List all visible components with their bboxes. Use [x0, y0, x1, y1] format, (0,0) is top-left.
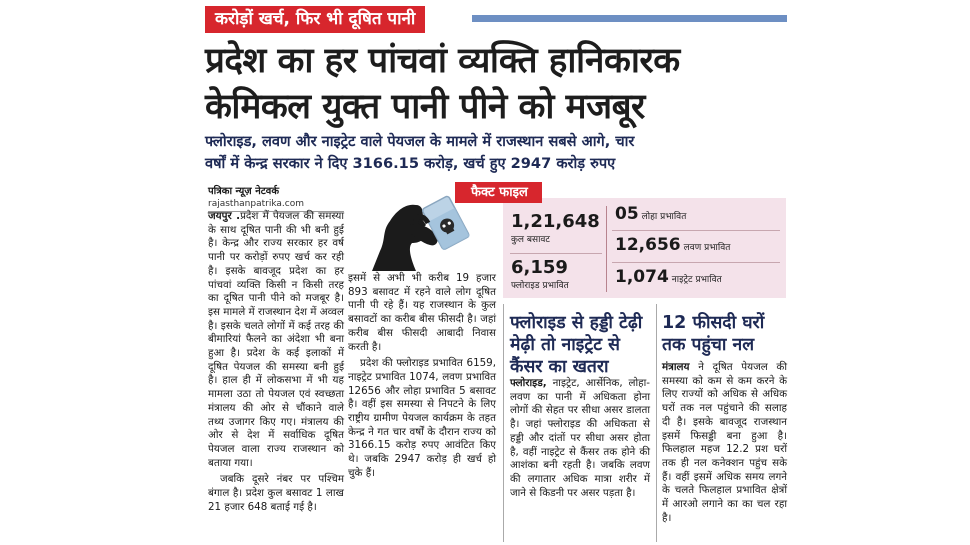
- fact-file-divider: [606, 206, 607, 292]
- stat-number: 12,656: [615, 235, 681, 255]
- headline-line-2: केमिकल युक्त पानी पीने को मजबूर: [205, 87, 645, 127]
- article-column-2: [348, 272, 496, 484]
- story-heading-health: फ्लोराइड से हड्डी टेढ़ी मेढ़ी तो नाइट्रेट से कैंसर का खतरा: [510, 313, 643, 377]
- kicker-rule: [472, 15, 787, 22]
- headline-line-1: प्रदेश का हर पांचवां व्यक्ति हानिकारक: [205, 41, 680, 81]
- subheadline: [205, 131, 795, 175]
- story-lead-word: मंत्रालय: [662, 361, 690, 373]
- story-health-body: [510, 377, 650, 503]
- stat-total-settlements: [511, 212, 600, 245]
- stat-number: 05: [615, 204, 639, 224]
- article-text: ने दूषित पेयजल की समस्या को कम से कम करने के लिए राज्यों को अधिक से अधिक घरों तक नल पहुंचाने की सलाह दी है। इसके बावजूद राजस्थान इसमें फिसड्डी बना हुआ है। फिलहाल महज 12.2 प्रश घरों तक ही नल कनेक्शन पहुंच सके हैं। वहीं इसमें अधिक समय लगने के चलते फिलहाल प्रभावित क्षेत्रों में आरओ लगाने का का चल रहा है।: [662, 361, 787, 524]
- stat-number: 1,21,648: [511, 211, 600, 232]
- subheadline-line-1: फ्लोराइड, लवण और नाइट्रेट वाले पेयजल के मामले में राजस्थान सबसे आगे, चार: [205, 133, 635, 150]
- column-rule: [656, 304, 657, 542]
- article-paragraph: [662, 361, 787, 525]
- stat-label: नाइट्रेट प्रभावित: [671, 275, 722, 285]
- story-heading-tap: 12 फीसदी घरों तक पहुंचा नल: [662, 313, 765, 355]
- stat-fluoride-affected: [511, 258, 569, 291]
- fact-file-divider: [612, 262, 780, 263]
- article-column-1: [208, 210, 344, 517]
- article-paragraph: [208, 210, 344, 470]
- subheadline-line-2: वर्षों में केन्द्र सरकार ने दिए 3166.15 करोड़, खर्च हुए 2947 करोड़ रुपए: [205, 155, 616, 172]
- fact-file-divider: [612, 230, 780, 231]
- byline-agency: पत्रिका न्यूज़ नेटवर्क: [208, 186, 280, 197]
- stat-number: 1,074: [615, 267, 669, 287]
- byline: [208, 183, 344, 212]
- column-rule: [503, 304, 504, 542]
- stat-number: 6,159: [511, 257, 568, 278]
- story-lead-word: फ्लोराइड,: [510, 377, 547, 389]
- kicker-label: करोड़ों खर्च, फिर भी दूषित पानी: [205, 6, 425, 33]
- article-paragraph: प्रदेश की फ्लोराइड प्रभावित 6159, नाइट्रेट प्रभावित 1074, लवण प्रभावित 12656 और लोहा प्रभावित 5 बसावट है। वहीं इस समस्या से निपटने के लिए राष्ट्रीय ग्रामीण पेयजल कार्यक्रम के तहत केन्द्र ने गत चार वर्षों के दौरान राज्य को 3166.15 करोड़ रुपए आवंटित किए थे। जबकि 2947 करोड़ ही खर्च हो चुके हैं।: [348, 357, 496, 479]
- article-paragraph: [510, 377, 650, 500]
- article-paragraph: इसमें से अभी भी करीब 19 हजार 893 बसावट में रहने वाले लोग दूषित पानी पी रहे हैं। यह राजस्थान के कुल बसावटों का करीब बीस फीसदी है। जहां करीब बीस फीसदी आबादी निवास करती है।: [348, 272, 496, 353]
- fact-file-title: फैक्ट फाइल: [455, 182, 542, 203]
- article-paragraph: जबकि दूसरे नंबर पर पश्चिम बंगाल है। प्रदेश कुल बसावट 1 लाख 21 हजार 648 बताई गई है।: [208, 473, 344, 513]
- stat-label: लवण प्रभावित: [683, 243, 731, 253]
- stat-label: कुल बसावट: [511, 235, 550, 245]
- byline-site: rajasthanpatrika.com: [208, 199, 304, 209]
- stat-label: फ्लोराइड प्रभावित: [511, 281, 569, 291]
- stat-label: लोहा प्रभावित: [641, 212, 687, 222]
- fact-file-divider: [510, 253, 602, 254]
- dateline: जयपुर .: [208, 210, 241, 222]
- article-text: प्रदेश में पेयजल की समस्या के साथ दूषित पानी की भी बनी हुई है। केन्द्र और राज्य सरकार हर वर्ष पानी पर करोड़ों रुपए खर्च कर रही है। इसके बावजूद प्रदेश का हर पांचवां व्यक्ति किसी न किसी तरह का दूषित पानी पीने को मजबूर है। इस मामले में राजस्थान देश में अव्वल है। इसके चलते लोगों में कई तरह की बीमारियां फैलने का अंदेशा भी बना हुआ है। प्रदेश के कई इलाकों में दूषित पेयजल की समस्या बनी हुई है। हाल ही में लोकसभा में भी यह मामला उठा तो पेयजल एवं स्वच्छता मंत्रालय की ओर से चौंकाने वाले तथ्य उजागर किए गए। मंत्रालय की ओर से देश में सर्वाधिक दूषित पेयजल वाला राज्य राजस्थान को बताया गया।: [208, 210, 345, 469]
- stat-iron-affected: [615, 204, 686, 224]
- story-tap-body: [662, 361, 787, 528]
- headline: [205, 38, 805, 130]
- stat-nitrate-affected: [615, 267, 722, 287]
- article-text: नाइट्रेट, आर्सेनिक, लोहा-लवण का पानी में अधिकता होना लोगों की सेहत पर सीधा असर डालता है। जहां फ्लोराइड की अधिकता से हड्डी और दांतों पर सीधा असर होता है, वहीं नाइट्रेट से कैंसर तक होने की आशंका बनी रहती है। जबकि लवण की लगातार अधिक मात्रा शरीर में जाने से किडनी पर असर पड़ता है।: [510, 377, 650, 499]
- stat-salinity-affected: [615, 235, 730, 255]
